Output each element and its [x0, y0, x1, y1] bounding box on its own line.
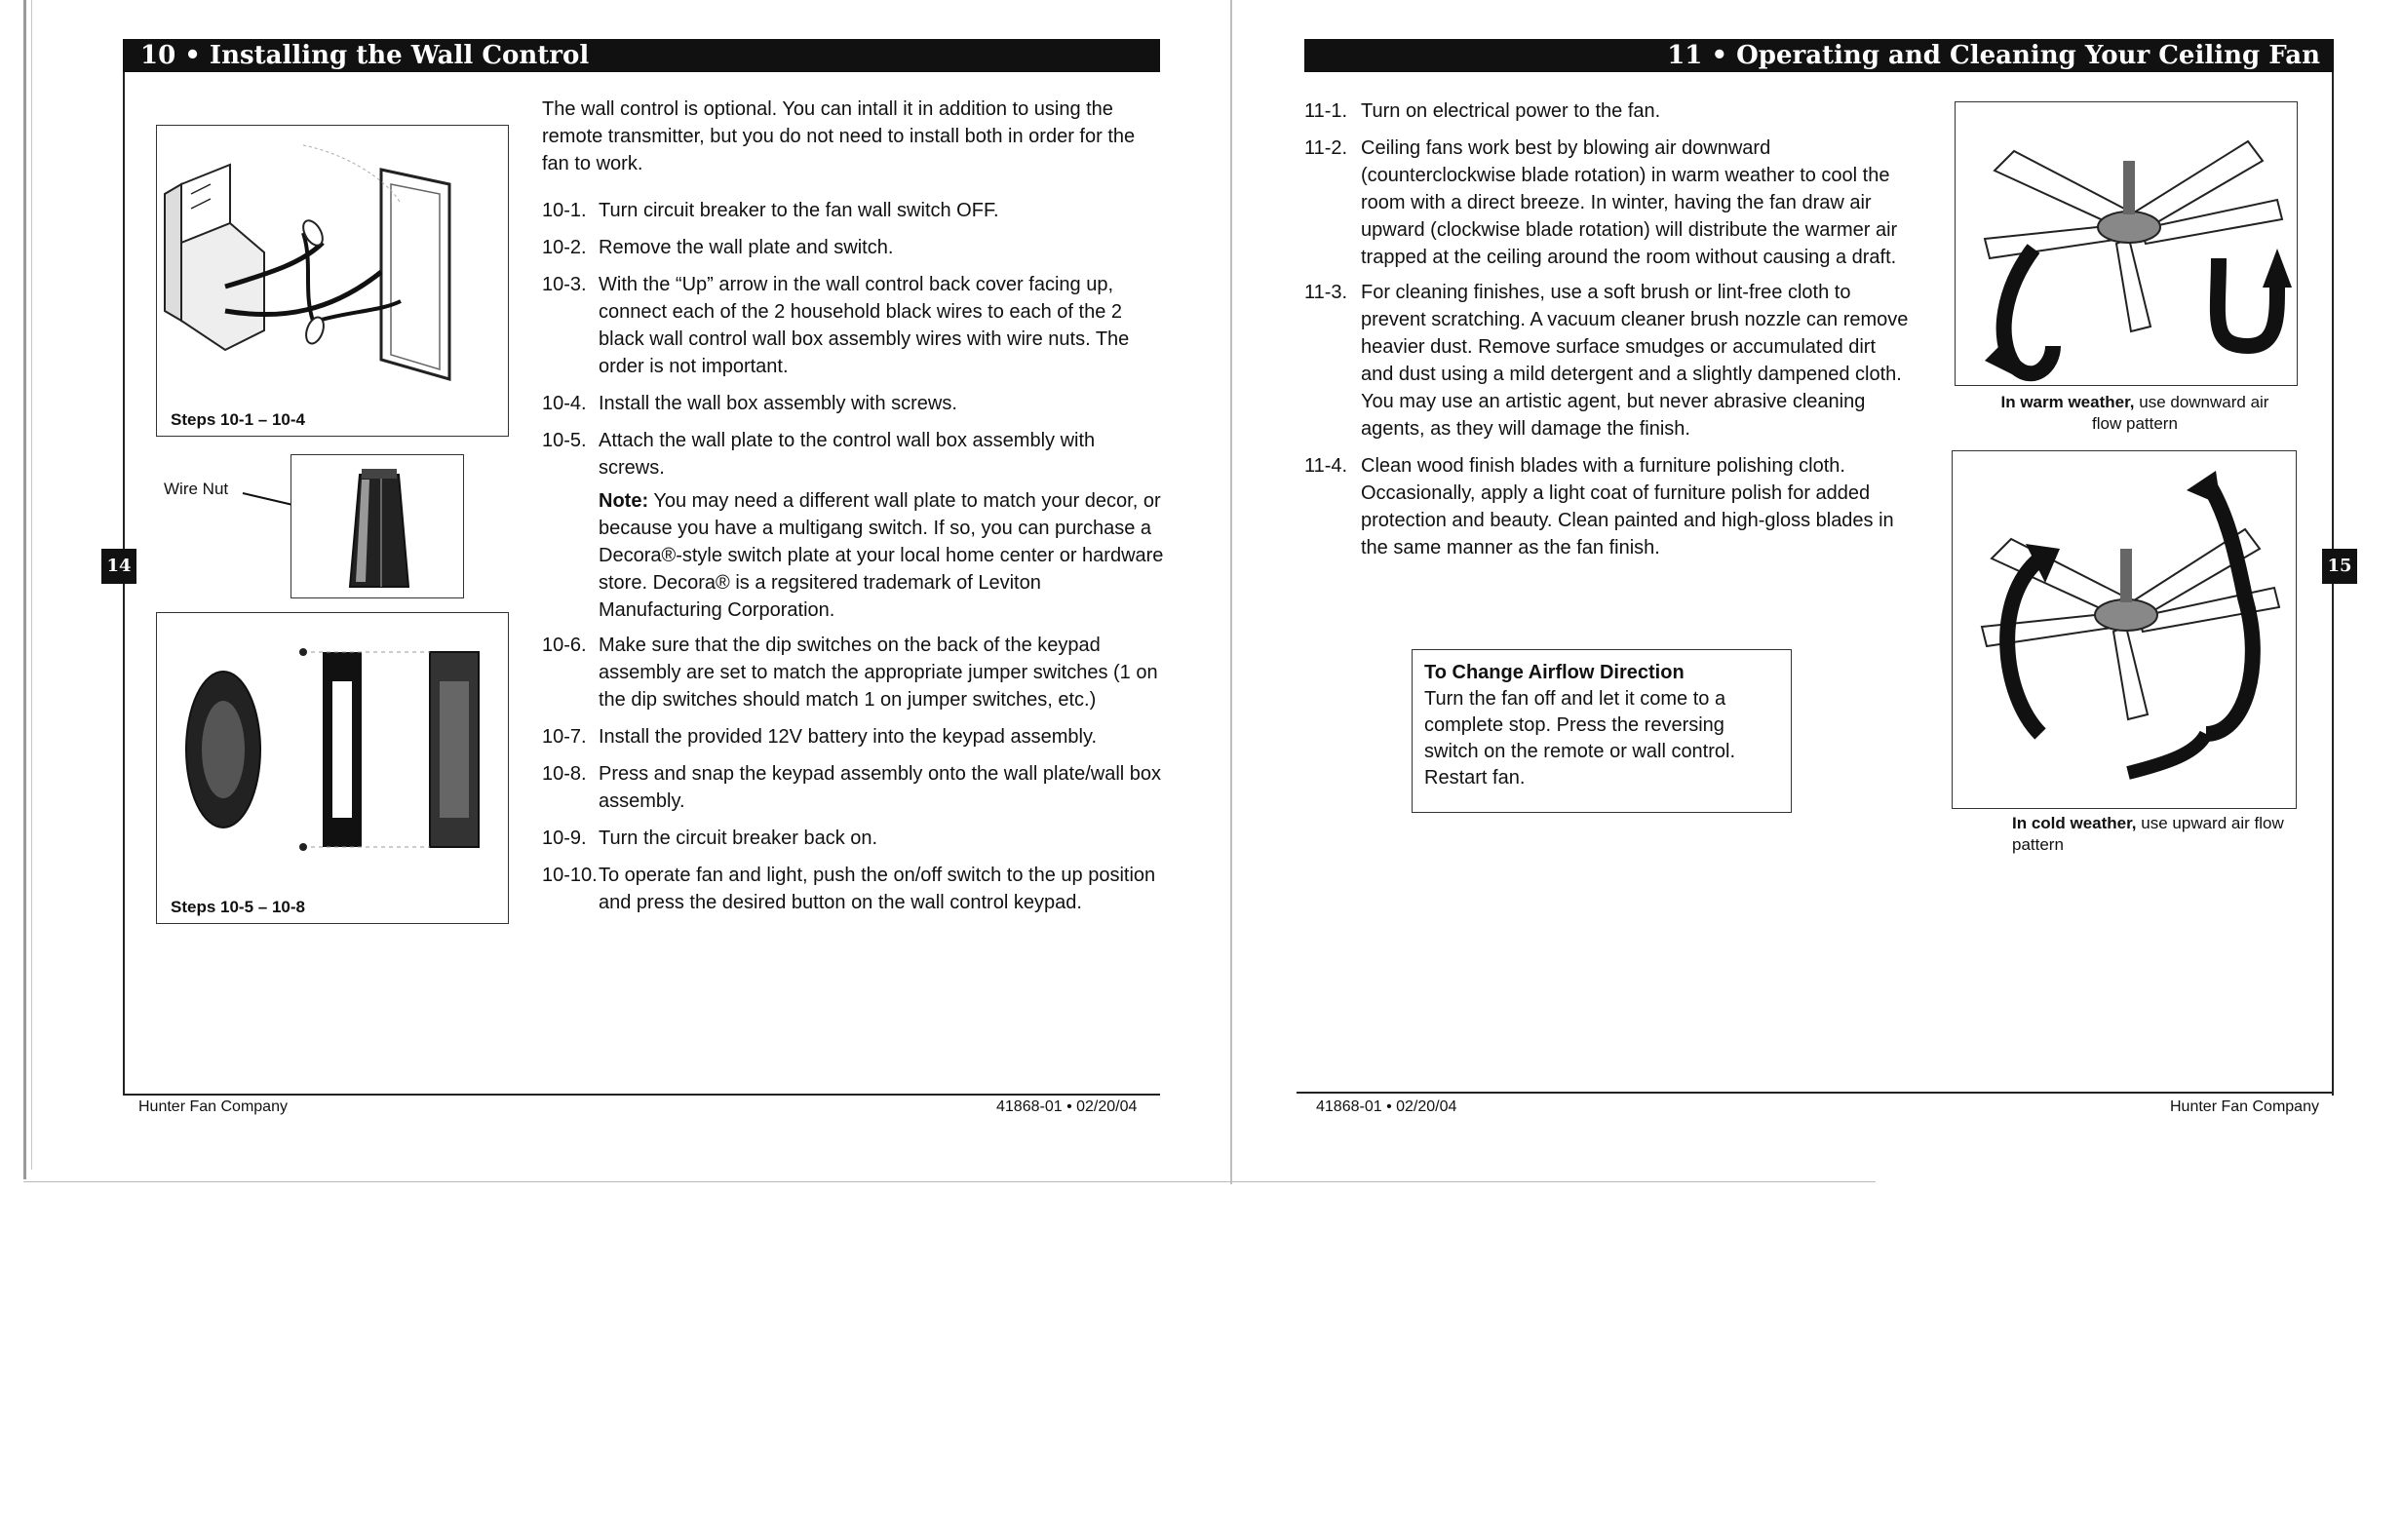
step-text: Attach the wall plate to the control wall box assembly with screws. — [599, 430, 1096, 479]
step-text: Turn on electrical power to the fan. — [1361, 100, 1661, 122]
figure-keypad-caption: Steps 10-5 – 10-8 — [171, 898, 305, 916]
figure-wiring-caption: Steps 10-1 – 10-4 — [171, 410, 305, 429]
step-10-10 — [542, 862, 1166, 916]
step-text: Press and snap the keypad assembly onto the wall plate/wall box assembly. — [599, 763, 1162, 812]
step-text: Clean wood finish blades with a furniture polishing cloth. Occasionally, apply a light coat of furniture polish for added protection and beauty. Clean painted and high-gloss blades in the same manner as the fan finish. — [1361, 455, 1894, 558]
cold-caption-rest: use upward air flow pattern — [2012, 814, 2284, 854]
cold-caption-bold: In cold weather, — [2012, 814, 2137, 832]
footer-doc-number: 41868-01 • 02/20/04 — [996, 1098, 1138, 1115]
frame-left-line — [123, 72, 125, 1096]
step-10-9 — [542, 825, 1166, 852]
figure-wiring — [156, 125, 509, 437]
footer-company: Hunter Fan Company — [2170, 1098, 2319, 1115]
step-11-3 — [1304, 279, 1909, 443]
step-10-5 — [542, 427, 1166, 481]
figure-cold-weather — [1952, 450, 2297, 809]
step-text: Turn circuit breaker to the fan wall switch OFF. — [599, 200, 999, 221]
step-10-3 — [542, 271, 1166, 380]
step-10-2 — [542, 234, 1166, 261]
wire-nut-label: Wire Nut — [164, 480, 229, 498]
note-label: Note: — [599, 490, 649, 512]
page-number: 14 — [101, 549, 136, 584]
warm-airflow-illustration — [1956, 102, 2297, 385]
step-text: Turn the circuit breaker back on. — [599, 828, 878, 849]
step-number: 11-4. — [1304, 455, 1348, 477]
step-number: 10-8. — [542, 763, 587, 785]
note-text: You may need a different wall plate to match your decor, or because you have a multigang switch. If so, you can purchase a Decora®-style switch plate at your local home center or hardware store. Decora® is a regsitered trademark of Leviton Manufacturing Corporation. — [599, 490, 1164, 621]
figure-keypad — [156, 612, 509, 924]
step-11-4 — [1304, 452, 1909, 561]
step-number: 10-9. — [542, 828, 587, 849]
section-header — [1304, 39, 2334, 72]
step-number: 10-10. — [542, 865, 598, 886]
step-11-1 — [1304, 97, 1928, 125]
step-text: Remove the wall plate and switch. — [599, 237, 894, 258]
callout-title: To Change Airflow Direction — [1424, 662, 1685, 683]
footer-company: Hunter Fan Company — [138, 1098, 288, 1115]
frame-right-line — [2332, 72, 2334, 1096]
left-page — [0, 0, 1230, 1184]
frame-bottom-line — [1297, 1092, 2334, 1094]
step-11-2 — [1304, 135, 1909, 271]
step-number: 10-6. — [542, 635, 587, 656]
step-10-1 — [542, 197, 1166, 224]
step-number: 10-7. — [542, 726, 587, 748]
step-text: For cleaning finishes, use a soft brush or lint-free cloth to prevent scratching. A vacuum cleaner brush nozzle can remove heavier dust. Remove surface smudges or accumulated dirt and dust using a mild detergent and a slightly dampened cloth. You may use an artistic agent, but never abrasive cleaning agents, as they will damage the finish. — [1361, 282, 1909, 440]
step-number: 11-1. — [1304, 100, 1348, 122]
step-text: To operate fan and light, push the on/off switch to the up position and press the desired button on the wall control keypad. — [599, 865, 1156, 913]
step-number: 10-5. — [542, 430, 587, 451]
section-title: 10 • Installing the Wall Control — [140, 41, 590, 70]
intro-paragraph: The wall control is optional. You can intall it in addition to using the remote transmitter, but you do not need to install both in order for the fan to work. — [542, 98, 1136, 174]
step-10-8 — [542, 760, 1166, 815]
note-block — [599, 487, 1166, 624]
step-number: 10-2. — [542, 237, 587, 258]
step-10-6 — [542, 632, 1166, 713]
step-10-4 — [542, 390, 1166, 417]
warm-caption-bold: In warm weather, — [2000, 393, 2135, 411]
right-page — [1230, 0, 2402, 1184]
page-number: 15 — [2322, 549, 2357, 584]
section-header — [123, 39, 1160, 72]
airflow-callout — [1412, 649, 1792, 813]
keypad-illustration — [157, 613, 508, 923]
step-text: Ceiling fans work best by blowing air downward (counterclockwise blade rotation) in warm weather to cool the room with a direct breeze. In winter, having the fan draw air upward (clockwise blade rotation) will distribute the warmer air trapped at the ceiling around the room without causing a draft. — [1361, 137, 1898, 268]
step-text: With the “Up” arrow in the wall control back cover facing up, connect each of the 2 household black wires to each of the 2 black wall control wall box assembly wires with wire nuts. The order is not important. — [599, 274, 1130, 377]
step-text: Make sure that the dip switches on the back of the keypad assembly are set to match the appropriate jumper switches (1 on the dip switches should match 1 on jumper switches, etc.) — [599, 635, 1158, 711]
warm-weather-caption — [1994, 392, 2276, 435]
cold-airflow-illustration — [1953, 451, 2296, 808]
step-text: Install the provided 12V battery into the keypad assembly. — [599, 726, 1098, 748]
step-number: 10-4. — [542, 393, 587, 414]
warm-caption-rest: use downward air flow pattern — [2092, 393, 2269, 433]
step-text: Install the wall box assembly with screws. — [599, 393, 957, 414]
callout-text: Turn the fan off and let it come to a complete stop. Press the reversing switch on the remote or wall control. Restart fan. — [1424, 688, 1736, 789]
section-title: 11 • Operating and Cleaning Your Ceiling Fan — [1667, 41, 2320, 70]
step-number: 10-1. — [542, 200, 587, 221]
wire-nut-illustration — [291, 455, 463, 597]
figure-warm-weather — [1955, 101, 2298, 386]
wiring-illustration — [157, 126, 508, 436]
step-10-7 — [542, 723, 1166, 751]
step-number: 10-3. — [542, 274, 587, 295]
frame-bottom-line — [123, 1094, 1160, 1096]
step-number: 11-2. — [1304, 137, 1348, 159]
cold-weather-caption — [2012, 813, 2295, 856]
figure-wire-nut — [291, 454, 464, 598]
step-number: 11-3. — [1304, 282, 1348, 303]
footer-doc-number: 41868-01 • 02/20/04 — [1316, 1098, 1457, 1115]
